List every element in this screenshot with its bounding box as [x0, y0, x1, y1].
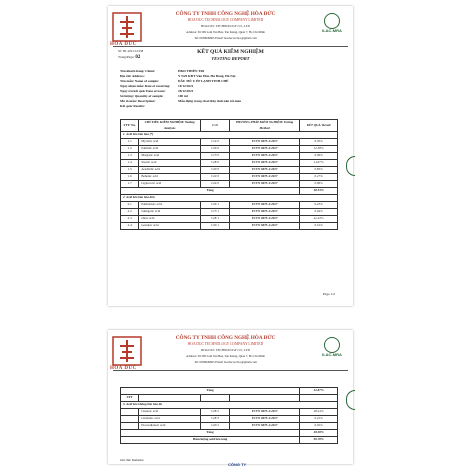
- result-value: 0.09%: [300, 153, 338, 160]
- company-header: [148, 335, 303, 365]
- row-number: [121, 416, 139, 423]
- sum-value: 99.78%: [300, 437, 338, 444]
- carbon-designation: C17:1: [200, 209, 229, 216]
- info-value: Mẫu đựng trong chai thủy tinh nâu tối màu: [178, 99, 242, 103]
- row-number: 2.2: [121, 209, 139, 216]
- result-value: 0.27%: [300, 174, 338, 181]
- company-contact: Tel: 0939649605 Email: hoaduc.techco@gmail.com: [194, 360, 257, 364]
- table-row: [121, 153, 338, 160]
- result-value: 0.05%: [300, 139, 338, 146]
- group-title: 2. Acid béo bão hòa đơn: [121, 195, 338, 202]
- test-method: TCVN 9675-4:2017: [230, 139, 300, 146]
- test-method: TCVN 9675-4:2017: [230, 146, 300, 153]
- analyte-name: Palmitic acid: [139, 146, 201, 153]
- row-number: 1.2: [121, 146, 139, 153]
- analyte-name: Behenic acid: [139, 174, 201, 181]
- analyte-name: Palmitoleic acid: [139, 202, 201, 209]
- sum-row: [121, 437, 338, 444]
- test-method: TCVN 9675-4:2017: [230, 416, 300, 423]
- total-value: 28.53%: [300, 188, 338, 195]
- table-row: [121, 416, 338, 423]
- group-title-row: [121, 195, 338, 202]
- info-row: [120, 104, 241, 109]
- logo-text: HOA DUC: [110, 366, 137, 371]
- company-stamp: CÔNG TY: [228, 462, 247, 467]
- company-name-short: HOA DUC TECHNOLOGY CO., LTD: [201, 348, 250, 352]
- analyte-name: Stearic acid: [139, 160, 201, 167]
- info-key: Số lượng/ Quantity of sample:: [120, 94, 164, 98]
- table-row: [121, 223, 338, 230]
- info-key: Tên mẫu/ Name of sample:: [120, 79, 159, 83]
- ilac-mra-badge: [317, 337, 347, 359]
- header-divider: [113, 370, 348, 371]
- row-number: 2.4: [121, 223, 139, 230]
- row-number: [121, 409, 139, 416]
- carbon-designation: C20:0: [200, 167, 229, 174]
- ilac-ring-icon: [324, 337, 340, 353]
- row-number: [121, 423, 139, 430]
- info-value: 28/12/2021: [178, 89, 194, 93]
- logo-text: HOA DUC: [110, 42, 137, 47]
- result-value: 28.24%: [300, 409, 338, 416]
- company-name-vn: CÔNG TY TNHH CÔNG NGHỆ HÒA ĐỨC: [175, 335, 276, 341]
- report-page-1: [108, 6, 353, 306]
- report-number: Số: HC-2021/12/238: [118, 49, 144, 53]
- analyte-name: Eicosadienoic acid: [139, 423, 201, 430]
- col-result: KẾT QUẢ/ Result: [300, 120, 338, 132]
- report-title-en: TESTING REPORT: [211, 56, 250, 61]
- carbon-designation: C20:2: [200, 423, 229, 430]
- analyte-name: Lignoceric acid: [139, 181, 201, 188]
- results-table-1: [120, 119, 338, 230]
- group-title: 3. Acid béo không bão hòa đa: [121, 402, 338, 409]
- company-name-en: HOA DUC TECHNOLOGY COMPANY LIMITED: [187, 342, 264, 346]
- result-value: 0.19%: [300, 223, 338, 230]
- analyte-name: Linoleic acid: [139, 409, 201, 416]
- table-row: [121, 167, 338, 174]
- header-divider: [113, 46, 348, 47]
- table-row: [121, 160, 338, 167]
- test-method: TCVN 9675-4:2017: [230, 423, 300, 430]
- report-title-vn: KẾT QUẢ KIỂM NGHIỆM: [197, 49, 264, 55]
- col-analysis: CHỈ TIÊU KIỂM NGHIỆM/ Testing Analysis: [139, 120, 201, 132]
- row-number: 1.3: [121, 153, 139, 160]
- total-value: 42.87%: [300, 388, 338, 395]
- carbon-designation: C22:0: [200, 174, 229, 181]
- test-method: TCVN 9675-4:2017: [230, 202, 300, 209]
- info-key: Ngày trả kết quả/ Date of issue:: [120, 89, 166, 93]
- carbon-designation: C18:0: [200, 160, 229, 167]
- carbon-designation: C18:3: [200, 416, 229, 423]
- info-key: Mô tả mẫu/ Description:: [120, 99, 156, 103]
- info-key: Kết quả/ Results:: [120, 104, 146, 108]
- ilac-mra-badge: [317, 13, 347, 35]
- test-method: TCVN 9675-4:2017: [230, 216, 300, 223]
- result-value: 12.58%: [300, 146, 338, 153]
- sum-label: Hàm lượng acid béo tổng: [121, 437, 300, 444]
- carbon-designation: C24:0: [200, 181, 229, 188]
- info-key: Tên khách hàng/ Client:: [120, 69, 156, 73]
- table-row: [121, 209, 338, 216]
- table-row: [121, 216, 338, 223]
- row-number: 1.1: [121, 139, 139, 146]
- result-value: 0.85%: [300, 167, 338, 174]
- company-contact: Tel: 0939649605 Email: hoaduc.techco@gmail.com: [194, 36, 257, 40]
- total-value: 28.38%: [300, 430, 338, 437]
- carbon-designation: C18:2: [200, 409, 229, 416]
- report-page-2: [108, 330, 353, 467]
- company-name-en: HOA DUC TECHNOLOGY COMPANY LIMITED: [187, 18, 264, 22]
- group-row: [121, 402, 338, 409]
- results-table-2: [120, 387, 338, 444]
- info-key: Địa chỉ/ Address:: [120, 74, 145, 78]
- carbon-designation: C14:0: [200, 139, 229, 146]
- side-tab-icon: [346, 390, 355, 410]
- table-row: [121, 174, 338, 181]
- table-row: [121, 139, 338, 146]
- col-stt: STT: [121, 395, 139, 402]
- test-method: TCVN 9675-4:2017: [230, 223, 300, 230]
- company-header: [148, 11, 303, 41]
- analyte-name: Margaric acid: [139, 153, 201, 160]
- info-value: DẦU MÙ U ÉP LẠNH TINH CHẾ: [178, 79, 229, 83]
- page-value: 02: [135, 55, 141, 60]
- info-value: HKD THIÊN TRI: [178, 69, 205, 73]
- col-method: PHƯƠNG PHÁP KIỂM NGHIỆM/ Testing Method: [230, 120, 300, 132]
- company-name-short: HOA DUC TECHNOLOGY CO., LTD: [201, 24, 250, 28]
- ilac-label: ILAC-MRA: [322, 28, 342, 33]
- info-value: Y Nơ9 KĐT Văn Phú, Hà Đông, Hà Nội: [178, 74, 236, 78]
- table-header-row: [121, 395, 338, 402]
- result-value: 0.23%: [300, 202, 338, 209]
- row-number: 1.5: [121, 167, 139, 174]
- result-value: 0.04%: [300, 209, 338, 216]
- test-method: TCVN 9675-4:2017: [230, 181, 300, 188]
- test-method: TCVN 9675-4:2017: [230, 167, 300, 174]
- test-method: TCVN 9675-4:2017: [230, 409, 300, 416]
- result-value: 0.22%: [300, 416, 338, 423]
- analyte-name: Gondoic acid: [139, 223, 201, 230]
- side-tab-icon: [346, 156, 355, 176]
- company-name-vn: CÔNG TY TNHH CÔNG NGHỆ HÒA ĐỨC: [175, 11, 276, 17]
- ilac-label: ILAC-MRA: [322, 352, 342, 357]
- table-row: [121, 423, 338, 430]
- table-row: [121, 202, 338, 209]
- analyte-name: Arachidic acid: [139, 167, 201, 174]
- hoa-duc-logo: [112, 12, 142, 42]
- analyte-name: Linolenic acid: [139, 416, 201, 423]
- test-method: TCVN 9675-4:2017: [230, 153, 300, 160]
- analyte-name: Oleic acid: [139, 216, 201, 223]
- total-row: [121, 188, 338, 195]
- company-address: Address: 30/109 Lam Van Ben, Tan Kieng, Quan 7, Ho Chi Minh: [186, 354, 265, 358]
- test-method: TCVN 9675-4:2017: [230, 174, 300, 181]
- group-title-row: [121, 132, 338, 139]
- row-number: 2.1: [121, 202, 139, 209]
- total-label: Tổng: [121, 188, 300, 195]
- hoa-duc-logo: [112, 336, 142, 366]
- result-value: 42.43%: [300, 216, 338, 223]
- result-value: 14.67%: [300, 160, 338, 167]
- total-label: Tổng: [121, 430, 300, 437]
- result-value: 0.02%: [300, 423, 338, 430]
- row-number: 1.6: [121, 174, 139, 181]
- carbon-designation: C16:1: [200, 202, 229, 209]
- carbon-designation: C16:0: [200, 146, 229, 153]
- table-row: [121, 409, 338, 416]
- row-number: 1.7: [121, 181, 139, 188]
- test-method: TCVN 9675-4:2017: [230, 209, 300, 216]
- info-value: 100 ml: [178, 94, 188, 98]
- total-row: [121, 388, 338, 395]
- page-footer: Page 1/2: [322, 292, 335, 296]
- total-label: Tổng: [121, 388, 300, 395]
- table-row: [121, 181, 338, 188]
- table-header-row: [121, 120, 338, 132]
- analyte-name: Myristic acid: [139, 139, 201, 146]
- analyte-name: Ginkgolic acid: [139, 209, 201, 216]
- col-stt: STT/ No.: [121, 120, 139, 132]
- remarks-label: Ghi chú/ Remarks:: [120, 458, 145, 462]
- row-number: 2.3: [121, 216, 139, 223]
- carbon-designation: C20:1: [200, 223, 229, 230]
- page-label: Trang/Page:: [118, 55, 135, 59]
- row-number: 1.4: [121, 160, 139, 167]
- total-row: [121, 430, 338, 437]
- info-key: Ngày nhận mẫu/ Date of receiving:: [120, 84, 171, 88]
- carbon-designation: C18:1: [200, 216, 229, 223]
- company-address: Address: 30/109 Lam Van Ben, Tan Kieng, Quan 7, Ho Chi Minh: [186, 30, 265, 34]
- group-title: 1. Acid béo bão hòa (*): [121, 132, 338, 139]
- result-value: 0.06%: [300, 181, 338, 188]
- ilac-ring-icon: [324, 13, 340, 29]
- client-info: [120, 69, 241, 109]
- col-cd: C:D: [200, 120, 229, 132]
- table-row: [121, 146, 338, 153]
- test-method: TCVN 9675-4:2017: [230, 160, 300, 167]
- carbon-designation: C17:0: [200, 153, 229, 160]
- info-value: 10/12/2021: [178, 84, 194, 88]
